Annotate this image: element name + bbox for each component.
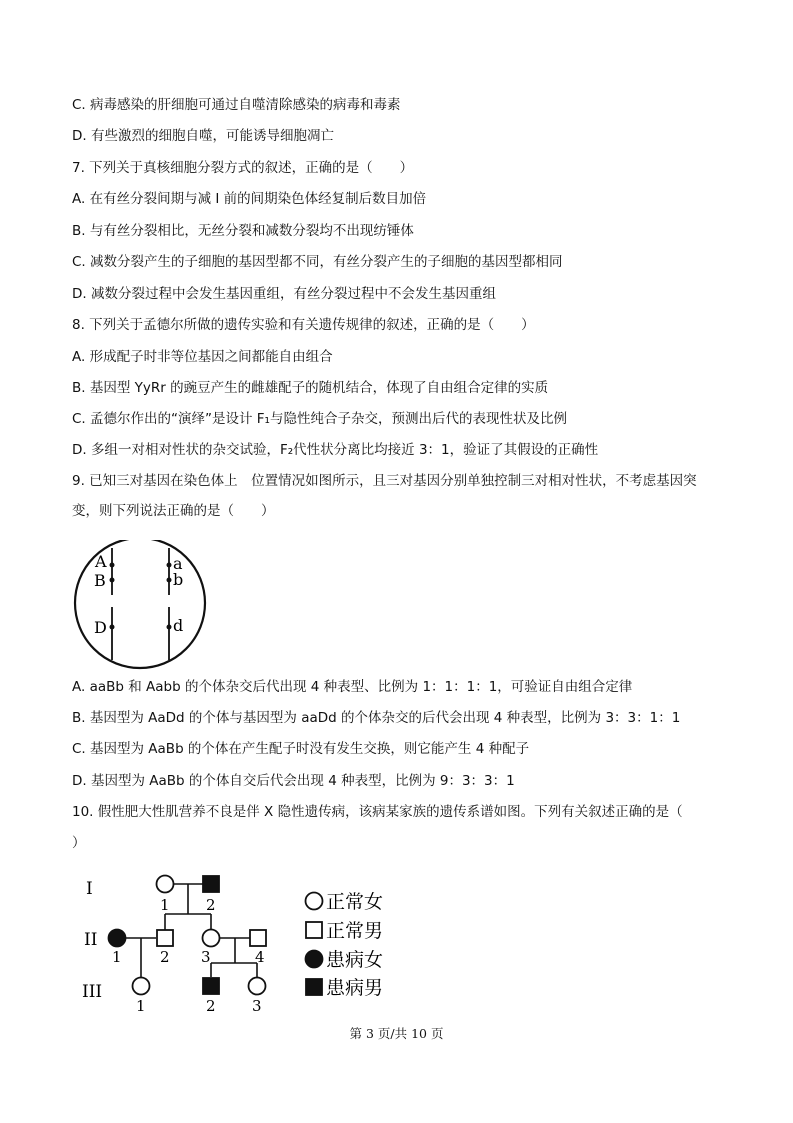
II3-normal-female [203, 930, 220, 947]
option-8a: A. 形成配子时非等位基因之间都能自由组合 [72, 349, 333, 365]
II2-number: 2 [160, 948, 170, 966]
label-B: B [94, 571, 106, 590]
I1-normal-female [157, 876, 174, 893]
option-6c: C. 病毒感染的肝细胞可通过自噬清除感染的病毒和毒素 [72, 97, 401, 113]
option-8c: C. 孟德尔作出的“演绎”是设计 F₁与隐性纯合子杂交，预测出后代的表现性状及比例 [72, 411, 567, 427]
chromosome-figure [72, 540, 212, 670]
I2-number: 2 [206, 896, 216, 914]
question-10-line-2: ） [72, 835, 86, 851]
III3-normal-female [249, 978, 266, 995]
option-8b: B. 基因型 YyRr 的豌豆产生的雌雄配子的随机结合，体现了自由组合定律的实质 [72, 380, 549, 396]
locus-a-dot [167, 563, 172, 568]
option-9c: C. 基因型为 AaBb 的个体在产生配子时没有发生交换，则它能产生 4 种配子 [72, 741, 530, 757]
legend-affected-female-symbol [306, 951, 323, 968]
legend-normal-male-label: 正常男 [326, 920, 384, 942]
legend-normal-female-label: 正常女 [326, 891, 384, 913]
option-9b: B. 基因型为 AaDd 的个体与基因型为 aaDd 的个体杂交的后代会出现 4 种表型，比例为 3：3：1：1 [72, 710, 681, 726]
pedigree-lines [126, 884, 257, 978]
question-7: 7. 下列关于真核细胞分裂方式的叙述，正确的是（ ） [72, 160, 414, 176]
option-9a: A. aaBb 和 Aabb 的个体杂交后代出现 4 种表型、比例为 1：1：1：1，可验证自由组合定律 [72, 679, 633, 695]
generation-I: I [86, 879, 93, 899]
legend-affected-female-label: 患病女 [326, 949, 384, 971]
locus-d-dot [167, 625, 172, 630]
II1-number: 1 [112, 948, 122, 966]
II2-normal-male [157, 930, 173, 946]
II1-affected-female [109, 930, 126, 947]
page-footer: 第 3 页/共 10 页 [349, 1026, 444, 1041]
II4-number: 4 [255, 948, 265, 966]
locus-b-dot [167, 578, 172, 583]
legend-affected-male-symbol [306, 979, 322, 995]
generation-III: III [82, 982, 103, 1002]
II3-number: 3 [201, 948, 211, 966]
legend-normal-female-symbol [306, 893, 323, 910]
locus-A-dot [110, 563, 115, 568]
label-b: b [173, 570, 184, 589]
I2-affected-male [203, 876, 219, 892]
pedigree-figure [80, 866, 410, 1016]
option-6d: D. 有些激烈的细胞自噬，可能诱导细胞凋亡 [72, 128, 334, 144]
label-d: d [173, 616, 184, 635]
pedigree-legend [306, 891, 384, 999]
III1-number: 1 [136, 997, 146, 1015]
label-D: D [94, 618, 107, 637]
option-7c: C. 减数分裂产生的子细胞的基因型都不同，有丝分裂产生的子细胞的基因型都相同 [72, 254, 563, 270]
label-A: A [95, 552, 107, 571]
question-10-line-1: 10. 假性肥大性肌营养不良是伴 X 隐性遗传病，该病某家族的遗传系谱如图。下列有关叙述正确的是（ [72, 804, 683, 820]
legend-affected-male-label: 患病男 [326, 977, 384, 999]
question-8: 8. 下列关于孟德尔所做的遗传实验和有关遗传规律的叙述，正确的是（ ） [72, 317, 535, 333]
option-7b: B. 与有丝分裂相比，无丝分裂和减数分裂均不出现纺锤体 [72, 223, 414, 239]
option-9d: D. 基因型为 AaBb 的个体自交后代会出现 4 种表型，比例为 9：3：3：1 [72, 773, 515, 789]
locus-B-dot [110, 578, 115, 583]
III1-normal-female [133, 978, 150, 995]
generation-II: II [84, 930, 98, 950]
III3-number: 3 [252, 997, 262, 1015]
question-9-line-1: 9. 已知三对基因在染色体上 位置情况如图所示，且三对基因分别单独控制三对相对性状，不考虑基因突 [72, 473, 697, 489]
legend-normal-male-symbol [306, 922, 322, 938]
III2-affected-male [203, 978, 219, 994]
II4-normal-male [250, 930, 266, 946]
option-8d: D. 多组一对相对性状的杂交试验，F₂代性状分离比均接近 3：1，验证了其假设的正确性 [72, 442, 599, 458]
label-a: a [173, 554, 183, 573]
locus-D-dot [110, 625, 115, 630]
option-7a: A. 在有丝分裂间期与减 Ⅰ 前的间期染色体经复制后数目加倍 [72, 191, 427, 207]
III2-number: 2 [206, 997, 216, 1015]
question-9-line-2: 变，则下列说法正确的是（ ） [72, 503, 275, 519]
I1-number: 1 [160, 896, 170, 914]
option-7d: D. 减数分裂过程中会发生基因重组，有丝分裂过程中不会发生基因重组 [72, 286, 496, 302]
